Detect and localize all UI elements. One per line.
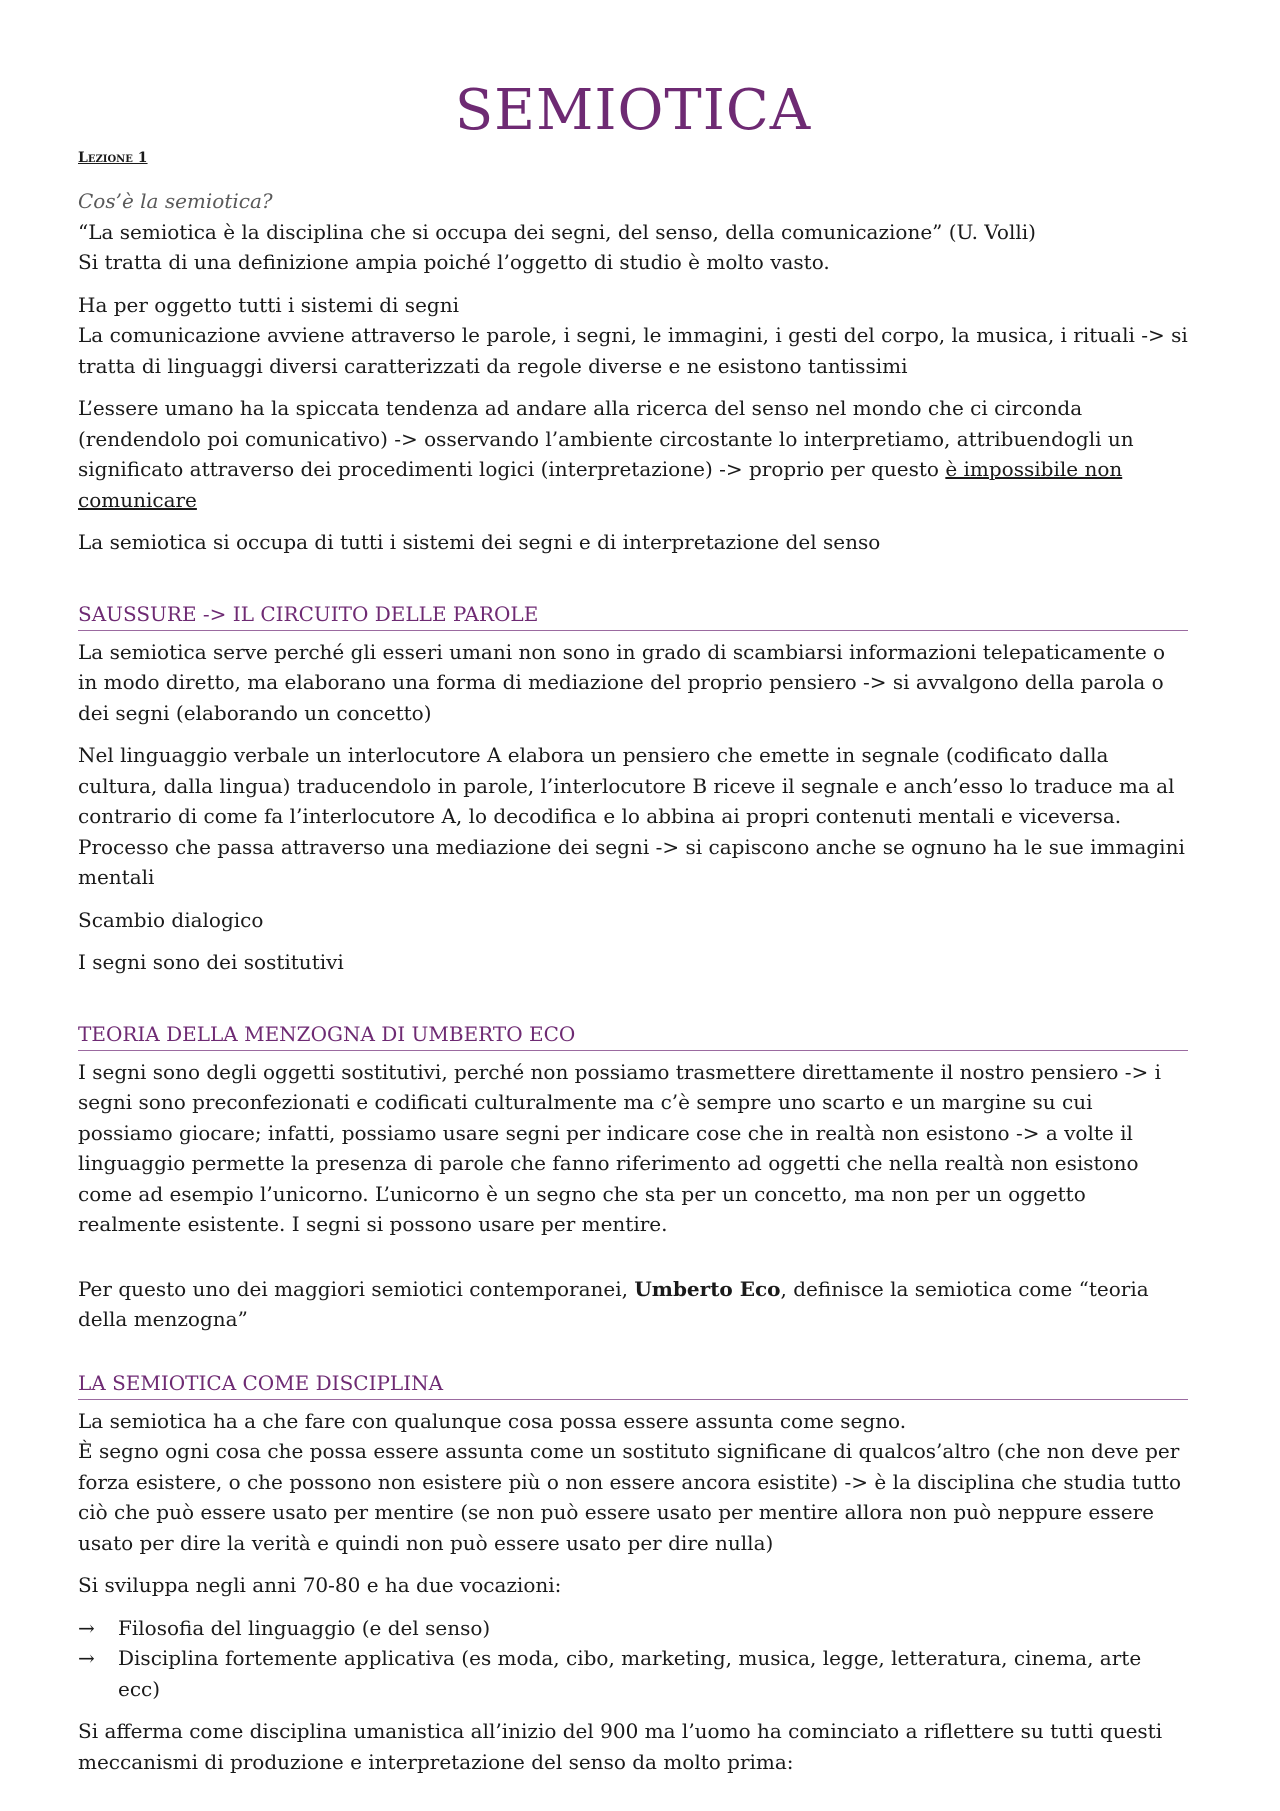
document-body: [78, 186, 1188, 1789]
intro-quote: “La semiotica è la disciplina che si occupa dei segni, del senso, della comunicazione” (U. Volli): [78, 219, 1036, 244]
list-item-text: Filosofia del linguaggio (e del senso): [118, 1615, 491, 1640]
intro-communication: La comunicazione avviene attraverso le parole, i segni, le immagini, i gesti del corpo, la musica, i rituali -> si tratta di linguaggi diversi caratterizzati da regole diverse e ne esistono tantissimi: [78, 323, 1188, 378]
eco-paragraph-1: I segni sono degli oggetti sostitutivi, perché non possiamo trasmettere direttamente il nostro pensiero -> i segni sono preconfezionati e codificati culturalmente ma c’è sempre uno scarto e un margine su cui possiamo giocare; infatti, possiamo usare segni per indicare cose che in realtà non esistono -> a volte il linguaggio permette la presenza di parole che fanno riferimento ad oggetti che nella realtà non esistono come ad esempio l’unicorno. L’unicorno è un segno che sta per un concetto, ma non per un oggetto realmente esistente. I segni si possono usare per mentire.: [78, 1059, 1162, 1236]
disciplina-paragraph-1a: La semiotica ha a che fare con qualunque cosa possa essere assunta come segno.: [78, 1408, 907, 1433]
disciplina-heading: LA SEMIOTICA COME DISCIPLINA: [78, 1369, 1188, 1400]
eco-section: [78, 1020, 1188, 1335]
saussure-paragraph-4: Scambio dialogico: [78, 907, 264, 932]
intro-meaning-underlined: è impossibile non comunicare: [78, 457, 1123, 512]
saussure-paragraph-5: I segni sono dei sostitutivi: [78, 950, 344, 974]
page-title: SEMIOTICA: [454, 78, 812, 143]
lesson-label: Lezione 1: [78, 150, 148, 166]
arrow-icon: →: [78, 1615, 95, 1640]
saussure-paragraph-3: Processo che passa attraverso una mediazione dei segni -> si capiscono anche se ognuno ha le sue immagini mentali: [78, 834, 1185, 889]
intro-summary: La semiotica si occupa di tutti i sistemi dei segni e di interpretazione del senso: [78, 530, 881, 554]
disciplina-section: [78, 1369, 1188, 1778]
list-item: [78, 1613, 1188, 1644]
intro-meaning-paragraph: [78, 393, 1188, 515]
list-item-text: Disciplina fortemente applicativa (es moda, cibo, marketing, musica, legge, letteratura, cinema, arte ecc): [118, 1646, 1142, 1701]
eco-paragraph-2: [78, 1274, 1188, 1335]
eco-p2-bold: Umberto Eco: [634, 1276, 781, 1301]
intro-object: Ha per oggetto tutti i sistemi di segni: [78, 292, 459, 317]
arrow-icon: →: [78, 1646, 95, 1670]
saussure-paragraph-1: La semiotica serve perché gli esseri umani non sono in grado di scambiarsi informazioni telepaticamente o in modo diretto, ma elaborano una forma di mediazione del proprio pensiero -> si avvalgono della parola o dei segni (elaborando un concetto): [78, 639, 1166, 725]
intro-section: [78, 186, 1188, 558]
saussure-section: [78, 600, 1188, 978]
eco-p2-after: , definisce la semiotica come “teoria della menzogna”: [78, 1276, 1149, 1331]
disciplina-paragraph-3: Si afferma come disciplina umanistica all’inizio del 900 ma l’uomo ha cominciato a riflettere su tutti questi meccanismi di produzione e interpretazione del senso da molto prima:: [78, 1719, 1163, 1774]
eco-p2-before: Per questo uno dei maggiori semiotici contemporanei,: [78, 1276, 635, 1301]
disciplina-paragraph-1b: È segno ogni cosa che possa essere assunta come un sostituto significane di qualcos’altro (che non deve per forza esistere, o che possono non esistere più o non essere ancora esistite) -> è la disciplina che studia tutto ciò che può essere usato per mentire (se non può essere usato per mentire allora non può neppure essere usato per dire la verità e quindi non può essere usato per dire nulla): [78, 1439, 1182, 1555]
saussure-paragraph-2: Nel linguaggio verbale un interlocutore A elabora un pensiero che emette in segnale (codificato dalla cultura, dalla lingua) traducendolo in parole, l’interlocutore B riceve il segnale e anch’esso lo traduce ma al contrario di come fa l’interlocutore A, lo decodifica e lo abbina ai propri contenuti mentali e viceversa.: [78, 743, 1175, 828]
intro-definition-note: Si tratta di una definizione ampia poiché l’oggetto di studio è molto vasto.: [78, 250, 830, 274]
disciplina-paragraph-2: Si sviluppa negli anni 70-80 e ha due vocazioni:: [78, 1573, 562, 1597]
eco-heading: TEORIA DELLA MENZOGNA DI UMBERTO ECO: [78, 1020, 1188, 1051]
intro-question: Cos’è la semiotica?: [78, 189, 273, 213]
saussure-heading: SAUSSURE -> IL CIRCUITO DELLE PAROLE: [78, 600, 1188, 631]
vocations-list: [78, 1613, 1188, 1705]
list-item: [78, 1643, 1188, 1704]
intro-meaning-text: L’essere umano ha la spiccata tendenza ad andare alla ricerca del senso nel mondo che ci circonda (rendendolo poi comunicativo) -> osservando l’ambiente circostante lo interpretiamo, attribuendogli un significato attraverso dei procedimenti logici (interpretazione) -> proprio per questo: [78, 396, 1134, 481]
